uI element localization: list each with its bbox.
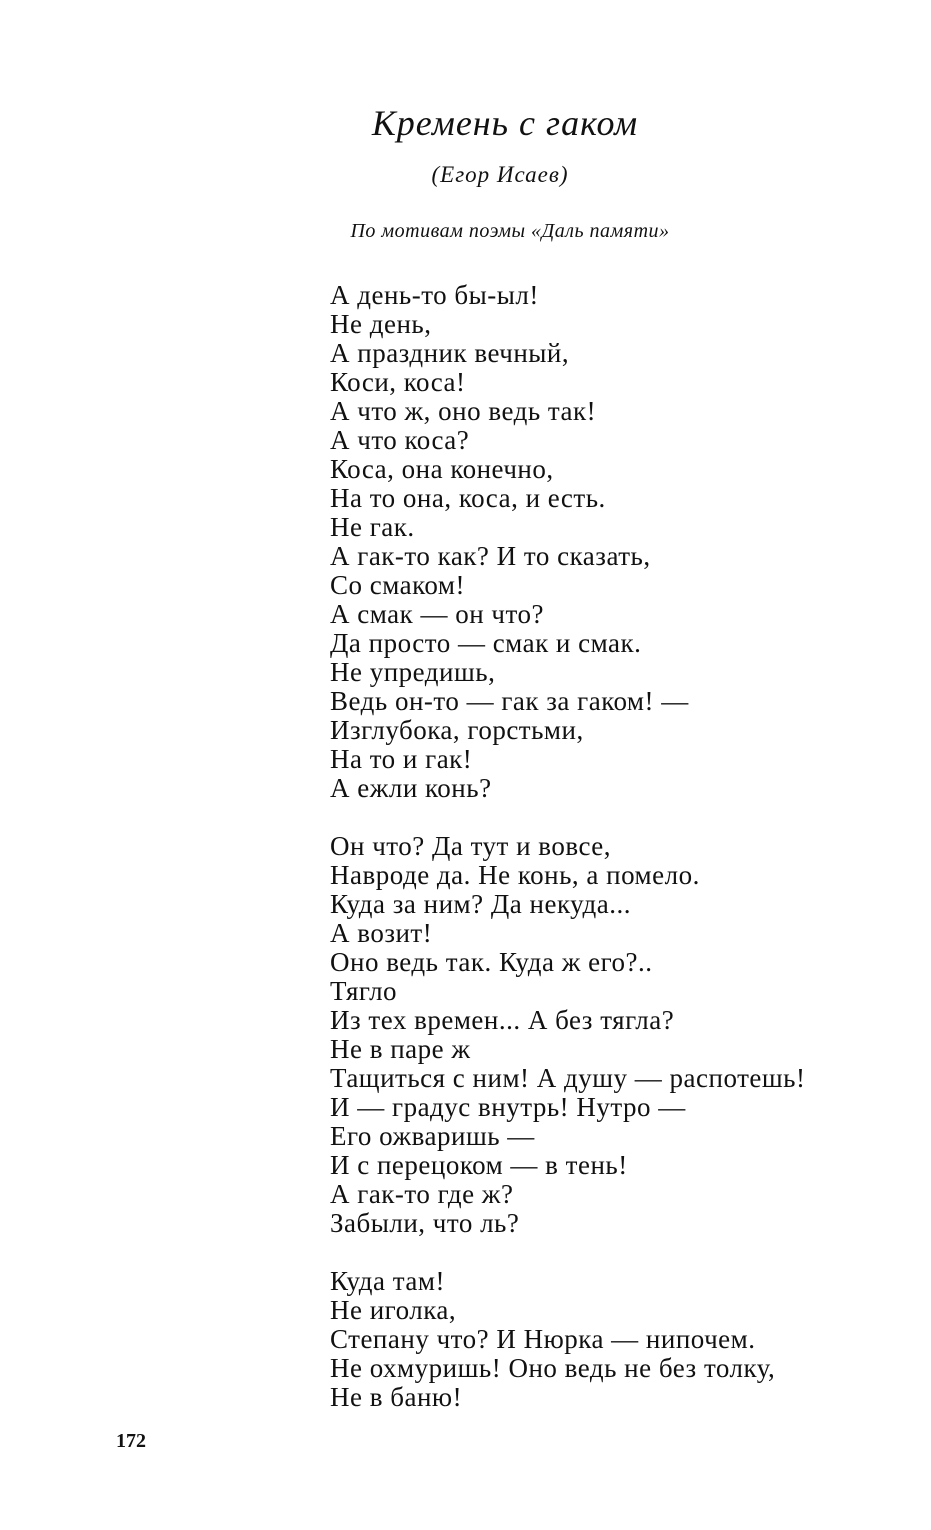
poem-line: Да просто — смак и смак. [330, 628, 642, 658]
poem-line: Тащиться с ним! А душу — распотешь! [330, 1063, 806, 1093]
poem-line: А смак — он что? [330, 599, 544, 629]
poem-line: Его ожваришь — [330, 1121, 535, 1151]
poem-line: И — градус внутрь! Нутро — [330, 1092, 686, 1122]
poem-line: А возит! [330, 918, 433, 948]
poem-line: Не иголка, [330, 1295, 457, 1325]
poem-line: А что коса? [330, 425, 470, 455]
stanza [330, 1267, 910, 1412]
poem-line: Куда там! [330, 1266, 445, 1296]
poem-line: Из тех времен... А без тягла? [330, 1005, 675, 1035]
poem-line: А день-то бы-ыл! [330, 280, 539, 310]
poem-line: Куда за ним? Да некуда... [330, 889, 631, 919]
poem-line: Оно ведь так. Куда ж его?.. [330, 947, 653, 977]
poem-line: Не день, [330, 309, 432, 339]
page-number: 172 [116, 1430, 146, 1452]
poem-line: Коса, она конечно, [330, 454, 554, 484]
poem-line: А гак-то где ж? [330, 1179, 514, 1209]
poem-line: Забыли, что ль? [330, 1208, 520, 1238]
poem-line: А праздник вечный, [330, 338, 570, 368]
poem-line: А что ж, оно ведь так! [330, 396, 597, 426]
poem-line: И с перецоком — в тень! [330, 1150, 628, 1180]
poem-line: Не охмуришь! Оно ведь не без толку, [330, 1353, 776, 1383]
poem-line: Не в паре ж [330, 1034, 471, 1064]
poem-line: Коси, коса! [330, 367, 466, 397]
poem-line: Изглубока, горстьми, [330, 715, 584, 745]
poem-line: Навроде да. Не конь, а помело. [330, 860, 700, 890]
stanza [330, 281, 910, 803]
poem-line: Тягло [330, 976, 398, 1006]
poem-line: Не гак. [330, 512, 415, 542]
poem-line: Степану что? И Нюрка — нипочем. [330, 1324, 756, 1354]
stanza [330, 832, 910, 1238]
poem-line: Со смаком! [330, 570, 465, 600]
poem-author: (Егор Исаев) [431, 162, 569, 187]
poem-line: Не в баню! [330, 1382, 463, 1412]
poem-line: Ведь он-то — гак за гаком! — [330, 686, 689, 716]
poem-line: Он что? Да тут и вовсе, [330, 831, 611, 861]
poem-line: На то она, коса, и есть. [330, 483, 606, 513]
poem-line: А ежли конь? [330, 773, 492, 803]
poem-body [330, 281, 910, 1412]
poem-title: Кремень с гаком [371, 103, 639, 143]
poem-line: На то и гак! [330, 744, 473, 774]
poem-line: Не упредишь, [330, 657, 496, 687]
poem-line: А гак-то как? И то сказать, [330, 541, 651, 571]
poem-epigraph: По мотивам поэмы «Даль памяти» [350, 220, 670, 242]
